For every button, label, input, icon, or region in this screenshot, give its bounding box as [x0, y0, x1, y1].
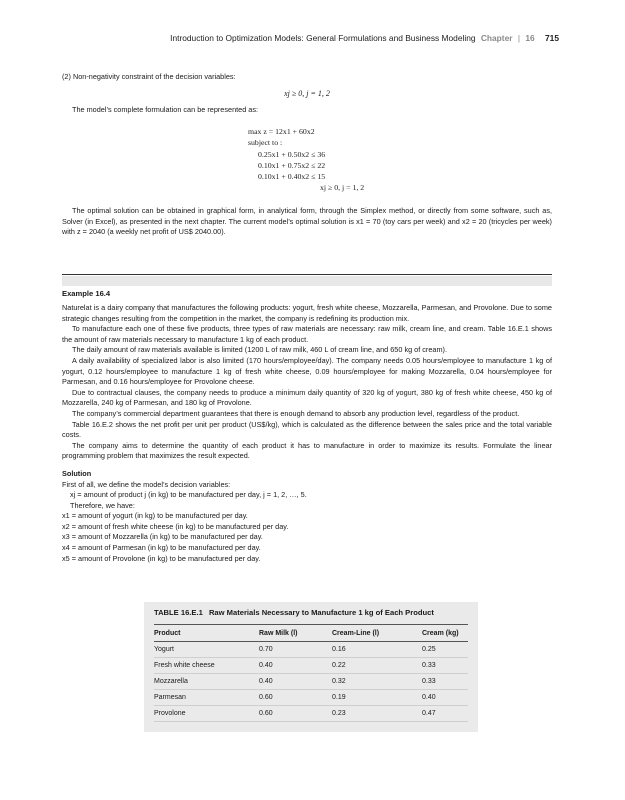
table-cell: Provolone	[154, 706, 259, 722]
decision-variable: x1 = amount of yogurt (in kg) to be manufactured per day.	[62, 511, 248, 521]
model-constraint: 0.25x1 + 0.50x2 ≤ 36	[258, 149, 326, 159]
decision-variable: x5 = amount of Provolone (in kg) to be manufactured per day.	[62, 553, 261, 563]
example-paragraph: The company’s commercial department guarantees that there is enough demand to absorb any production level, regardless of the product.	[72, 408, 520, 418]
optimal-solution-block	[62, 206, 552, 238]
header-separator: |	[517, 33, 521, 43]
column-header: Cream (kg)	[422, 625, 468, 642]
table-cell: 0.33	[422, 658, 468, 674]
example-title: Example 16.4	[62, 289, 111, 298]
table-row	[154, 658, 468, 674]
example-paragraph: Table 16.E.2 shows the net profit per unit per product (US$/kg), which is calculated as the difference between the sales price and the total variable costs.	[62, 419, 552, 440]
section-nonnegativity	[62, 72, 552, 116]
solution-intro: First of all, we define the model’s decision variables:	[62, 479, 231, 489]
table-cell: 0.19	[332, 690, 422, 706]
table-cell: 0.25	[422, 642, 468, 658]
table-row	[154, 674, 468, 690]
table-cell: 0.23	[332, 706, 422, 722]
example-body	[62, 303, 552, 564]
decision-variable: x2 = amount of fresh white cheese (in kg) to be manufactured per day.	[62, 521, 289, 531]
nonnegativity-heading: (2) Non-negativity constraint of the decision variables:	[62, 72, 236, 81]
table-cell: 0.33	[422, 674, 468, 690]
running-header	[170, 33, 559, 43]
example-paragraph: Due to contractual clauses, the company needs to produce a minimum daily quantity of 320 kg of yogurt, 380 kg of fresh white cheese, 450 kg of Mozzarella, 240 kg of Parmesan, and 180 kg of Provolone.	[62, 387, 552, 408]
complete-formulation-intro: The model’s complete formulation can be represented as:	[72, 105, 259, 115]
decision-variable-general: xj = amount of product j (in kg) to be manufactured per day, j = 1, 2, …, 5.	[70, 490, 307, 500]
table-cell: 0.22	[332, 658, 422, 674]
table-header-row	[154, 625, 468, 642]
header-chapter-number: 16	[525, 33, 535, 43]
example-top-rule	[62, 274, 552, 275]
model-objective: max z = 12x1 + 60x2	[248, 127, 315, 136]
table-cell: 0.32	[332, 674, 422, 690]
table-caption	[154, 608, 434, 617]
optimal-solution-paragraph: The optimal solution can be obtained in graphical form, in analytical form, through the Simplex method, or directly from some software, such as, Solver (in Excel), as presented in the next chapter. The current model’s optimal solution is x1 = 70 (toy cars per week) and x2 = 20 (tricycles per week) with z = 2040 (a weekly net profit of US$ 2040.00).	[62, 206, 552, 237]
model-constraint: xj ≥ 0, j = 1, 2	[320, 183, 365, 193]
solution-title: Solution	[62, 468, 92, 478]
header-chapter-label: Chapter	[480, 33, 513, 43]
table-cell: Yogurt	[154, 642, 259, 658]
decision-variable: x4 = amount of Parmesan (in kg) to be manufactured per day.	[62, 543, 261, 553]
therefore-line: Therefore, we have:	[70, 500, 135, 510]
table-cell: Fresh white cheese	[154, 658, 259, 674]
table-cell: 0.16	[332, 642, 422, 658]
model-constraint: 0.10x1 + 0.75x2 ≤ 22	[258, 160, 326, 170]
example-paragraph: To manufacture each one of these five products, three types of raw materials are necessary: raw milk, cream line, and cream. Table 16.E.1 shows the amount of raw materials necessary to manufacture 1 kg of each product.	[62, 324, 552, 344]
nonnegativity-equation: xj ≥ 0, j = 1, 2	[284, 88, 330, 98]
table-cell: 0.60	[259, 690, 332, 706]
table-16-e-1	[144, 602, 478, 732]
table-label: TABLE 16.E.1	[154, 608, 203, 617]
header-title: Introduction to Optimization Models: General Formulations and Business Modeling	[170, 33, 476, 43]
table-cell: Mozzarella	[154, 674, 259, 690]
example-paragraph: A daily availability of specialized labor is also limited (170 hours/employee/day). The company needs 0.05 hours/employee to manufacture 1 kg of yogurt, 0.12 hours/employee to manufacture 1 kg of fresh white cheese, 0.09 hours/employee for making Mozzarella, 0.04 hours/employee for Parmesan, and 0.16 hours/employee for Provolone cheese.	[62, 355, 552, 387]
model-formulation	[248, 126, 364, 194]
column-header: Product	[154, 625, 259, 642]
table-caption-text: Raw Materials Necessary to Manufacture 1 kg of Each Product	[208, 608, 434, 617]
example-band	[62, 276, 552, 286]
table-row	[154, 706, 468, 722]
table-cell: 0.70	[259, 642, 332, 658]
example-paragraph: The company aims to determine the quantity of each product it has to manufacture in order to maximize its results. Formulate the linear programming problem that maximizes the result expected.	[62, 440, 552, 461]
table-cell: 0.60	[259, 706, 332, 722]
column-header: Raw Milk (l)	[259, 625, 332, 642]
column-header: Cream-Line (l)	[332, 625, 422, 642]
example-paragraph: Naturelat is a dairy company that manufactures the following products: yogurt, fresh white cheese, Mozzarella, Parmesan, and Provolone. Due to some strategic changes resulting from the competition in the market, the company is redefining its production mix.	[62, 303, 552, 323]
table-cell: 0.40	[422, 690, 468, 706]
table-cell: 0.40	[259, 674, 332, 690]
page-number: 715	[545, 33, 559, 43]
example-paragraph: The daily amount of raw materials available is limited (1200 L of raw milk, 460 L of cream line, and 650 kg of cream).	[72, 345, 448, 355]
table-cell: Parmesan	[154, 690, 259, 706]
table-row	[154, 690, 468, 706]
table-cell: 0.47	[422, 706, 468, 722]
model-constraint: 0.10x1 + 0.40x2 ≤ 15	[258, 172, 326, 182]
raw-materials-table	[154, 624, 468, 722]
table-row	[154, 642, 468, 658]
decision-variable: x3 = amount of Mozzarella (in kg) to be manufactured per day.	[62, 532, 263, 542]
table-cell: 0.40	[259, 658, 332, 674]
model-subject-to: subject to :	[248, 138, 283, 148]
